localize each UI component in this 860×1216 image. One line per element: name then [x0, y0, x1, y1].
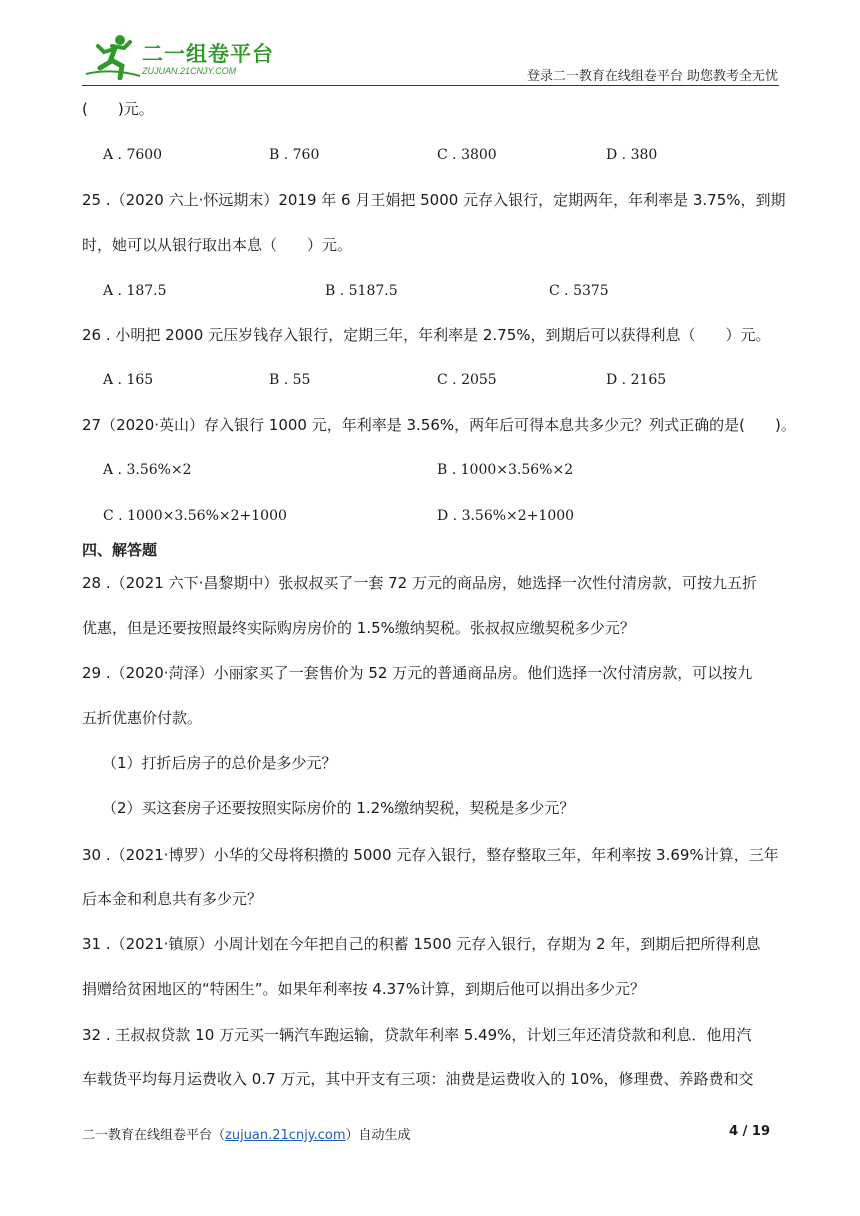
q29-sub-1: （1）打折后房子的总价是多少元？ — [102, 754, 337, 772]
option-c[interactable]: C . 1000×3.56%×2+1000 — [103, 508, 287, 524]
logo[interactable] — [82, 32, 282, 82]
header-slogan: 登录二一教育在线组卷平台 助您教考全无忧 — [526, 69, 778, 84]
option-a[interactable]: A . 187.5 — [103, 283, 167, 299]
header-divider — [82, 85, 779, 86]
q29-sub-2: （2）买这套房子还要按照实际房价的 1.2%缴纳契税，契税是多少元？ — [102, 799, 575, 817]
logo-subtitle: ZUJUAN.21CNJY.COM — [142, 66, 237, 76]
section-title: 四、解答题 — [82, 541, 158, 559]
option-a[interactable]: A . 3.56%×2 — [103, 462, 192, 478]
option-a[interactable]: A . 165 — [103, 372, 154, 388]
q25-text-line-2: 时，她可以从银行取出本息（ ）元。 — [82, 236, 353, 254]
q30-text-line-2: 后本金和利息共有多少元？ — [82, 890, 263, 908]
option-b[interactable]: B . 1000×3.56%×2 — [437, 462, 574, 478]
footer-suffix: ）自动生成 — [345, 1128, 411, 1143]
q29-text-line-2: 五折优惠价付款。 — [82, 709, 203, 727]
option-d[interactable]: D . 2165 — [606, 372, 667, 388]
q25-text-line-1: 25 .（2020 六上·怀远期末）2019 年 6 月王娟把 5000 元存入银行，定期两年，年利率是 3.75%，到期 — [82, 191, 786, 209]
option-c[interactable]: C . 3800 — [437, 147, 497, 163]
option-a[interactable]: A . 7600 — [103, 147, 163, 163]
q28-text-line-1: 28 .（2021 六下·昌黎期中）张叔叔买了一套 72 万元的商品房，她选择一次性付清房款，可按九五折 — [82, 574, 757, 592]
q28-text-line-2: 优惠，但是还要按照最终实际购房房价的 1.5%缴纳契税。张叔叔应缴契税多少元？ — [82, 619, 635, 637]
option-b[interactable]: B . 55 — [269, 372, 311, 388]
q31-text-line-2: 捐赠给贫困地区的“特困生”。如果年利率按 4.37%计算，到期后他可以捐出多少元？ — [82, 980, 645, 998]
footer-link[interactable]: zujuan.21cnjy.com — [225, 1128, 346, 1143]
q32-text-line-1: 32 . 王叔叔贷款 10 万元买一辆汽车跑运输，贷款年利率 5.49%，计划三年还清贷款和利息．他用汽 — [82, 1026, 752, 1044]
option-b[interactable]: B . 5187.5 — [325, 283, 398, 299]
page-number: 4 / 19 — [729, 1124, 770, 1139]
page-header — [82, 30, 778, 86]
footer-source — [82, 1124, 411, 1143]
q27-text: 27（2020·英山）存入银行 1000 元，年利率是 3.56%，两年后可得本息共多少元？列式正确的是( )。 — [82, 416, 796, 434]
q32-text-line-2: 车载货平均每月运费收入 0.7 万元，其中开支有三项：油费是运费收入的 10%，修理费、养路费和交 — [82, 1070, 754, 1088]
q31-text-line-1: 31 .（2021·镇原）小周计划在今年把自己的积蓄 1500 元存入银行，存期为 2 年，到期后把所得利息 — [82, 935, 761, 953]
option-d[interactable]: D . 380 — [606, 147, 658, 163]
option-b[interactable]: B . 760 — [269, 147, 320, 163]
q29-text-line-1: 29 .（2020·菏泽）小丽家买了一套售价为 52 万元的普通商品房。他们选择一次付清房款，可以按九 — [82, 664, 753, 682]
option-c[interactable]: C . 2055 — [437, 372, 497, 388]
logo-title: 二一组卷平台 — [142, 42, 274, 66]
option-d[interactable]: D . 3.56%×2+1000 — [437, 508, 575, 524]
option-c[interactable]: C . 5375 — [549, 283, 609, 299]
q30-text-line-1: 30 .（2021·博罗）小华的父母将积攒的 5000 元存入银行，整存整取三年，年利率按 3.69%计算，三年 — [82, 846, 779, 864]
running-man-logo-icon — [82, 32, 144, 80]
q26-text: 26 . 小明把 2000 元压岁钱存入银行，定期三年，年利率是 2.75%，到期后可以获得利息（ ）元。 — [82, 326, 771, 344]
q24-blank-line: ( )元。 — [82, 100, 154, 118]
footer-prefix: 二一教育在线组卷平台（ — [82, 1128, 226, 1143]
